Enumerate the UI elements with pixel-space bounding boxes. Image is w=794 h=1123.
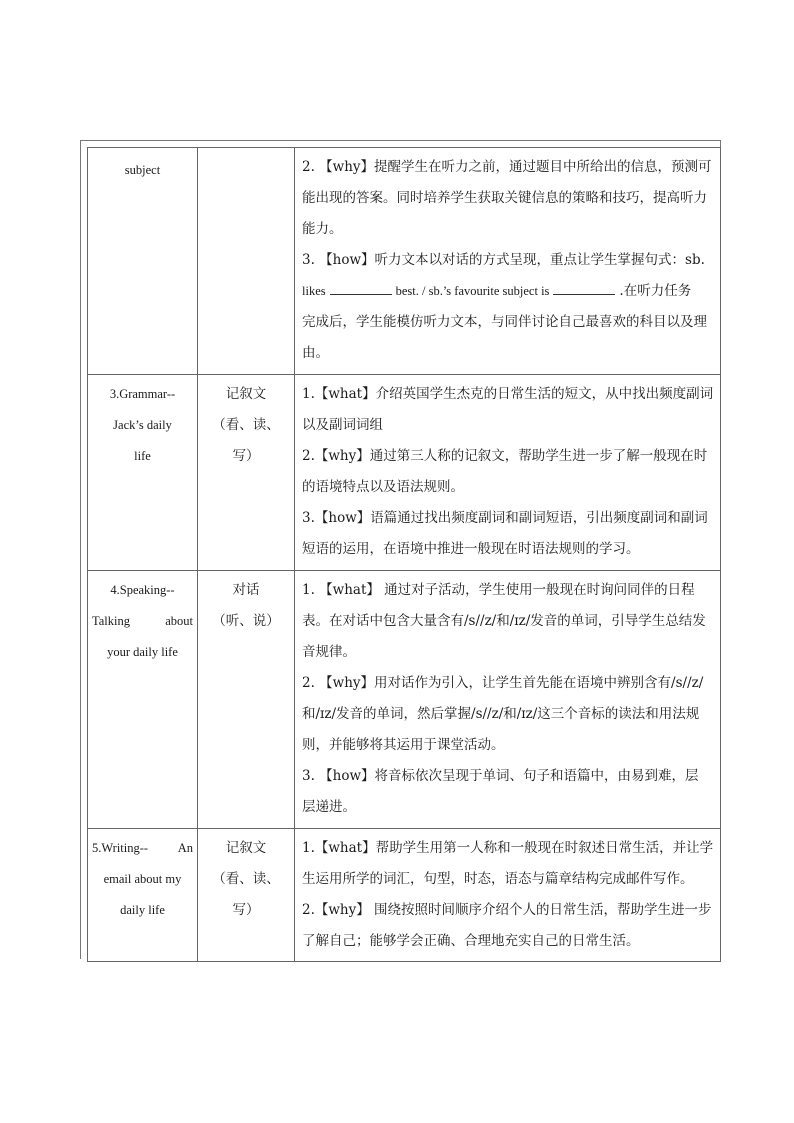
- note-line: 1. 【what】 通过对子活动，学生使用一般现在时询问同伴的日程: [302, 582, 695, 598]
- table-row: [88, 148, 721, 375]
- genre-line: （听、说）: [212, 613, 280, 629]
- module-line: daily life: [120, 903, 165, 917]
- module-cell: [88, 829, 198, 962]
- note-line: 和/ɪz/发音的单词，然后掌握/s//z/和/ɪz/这三个音标的读法和用法规: [302, 706, 700, 722]
- genre-cell: [198, 375, 295, 571]
- note-line: 以及副词词组: [302, 417, 383, 433]
- module-line: Jack’s daily: [113, 418, 172, 432]
- note-line: 2. 【why】提醒学生在听力之前，通过题目中所给出的信息，预测可: [302, 159, 712, 175]
- genre-line: 写）: [232, 902, 260, 918]
- note-line: 完成后，学生能模仿听力文本，与同伴讨论自己最喜欢的科目以及理: [302, 314, 707, 330]
- module-line: 5.Writing-- An: [92, 841, 193, 855]
- genre-line: 写）: [232, 448, 260, 464]
- genre-line: 对话: [232, 582, 260, 598]
- module-cell: [88, 148, 198, 375]
- module-line: 3.Grammar--: [109, 387, 176, 401]
- genre-line: （看、读、: [212, 417, 280, 433]
- note-fragment: .在听力任务: [619, 283, 692, 299]
- note-fragment: likes: [302, 284, 326, 298]
- note-line: 表。在对话中包含大量含有/s//z/和/ɪz/发音的单词，引导学生总结发: [302, 613, 706, 629]
- note-line: 2.【why】通过第三人称的记叙文，帮助学生进一步了解一般现在时: [302, 448, 708, 464]
- note-line-with-blanks: [302, 276, 712, 307]
- note-line: 短语的运用，在语境中推进一般现在时语法规则的学习。: [302, 541, 640, 557]
- genre-cell: [198, 829, 295, 962]
- note-line: 层递进。: [302, 799, 356, 815]
- note-line: 2. 【why】用对话作为引入，让学生首先能在语境中辨别含有/s//z/: [302, 675, 704, 691]
- module-cell: [88, 375, 198, 571]
- notes-cell: [295, 829, 721, 962]
- module-line: your daily life: [107, 645, 178, 659]
- note-line: 音规律。: [302, 644, 356, 660]
- note-line: 生运用所学的词汇，句型，时态，语态与篇章结构完成邮件写作。: [302, 871, 694, 887]
- notes-cell: [295, 571, 721, 829]
- fill-blank: [553, 280, 615, 295]
- notes-cell: [295, 375, 721, 571]
- note-line: 能出现的答案。同时培养学生获取关键信息的策略和技巧，提高听力: [302, 190, 707, 206]
- module-line: life: [134, 449, 151, 463]
- module-line: 4.Speaking--: [110, 583, 175, 597]
- module-line: email about my: [103, 872, 182, 886]
- genre-line: 记叙文: [225, 386, 267, 402]
- note-line: 2.【why】 围绕按照时间顺序介绍个人的日常生活，帮助学生进一步: [302, 902, 712, 918]
- note-line: 由。: [302, 345, 329, 361]
- module-cell: [88, 571, 198, 829]
- note-line: 3. 【how】将音标依次呈现于单词、句子和语篇中，由易到难，层: [302, 768, 699, 784]
- genre-line: 记叙文: [225, 840, 267, 856]
- note-line: 的语境特点以及语法规则。: [302, 479, 464, 495]
- note-line: 了解自己；能够学会正确、合理地充实自己的日常生活。: [302, 933, 640, 949]
- lesson-plan-table: [87, 147, 721, 962]
- note-line: 3.【how】语篇通过找出频度副词和副词短语，引出频度副词和副词: [302, 510, 708, 526]
- note-line: 能力。: [302, 221, 343, 237]
- module-line: Talking about: [92, 614, 193, 628]
- note-line: 1.【what】介绍英国学生杰克的日常生活的短文，从中找出频度副词: [302, 386, 714, 402]
- note-line: 3. 【how】听力文本以对话的方式呈现，重点让学生掌握句式：sb.: [302, 252, 705, 268]
- note-line: 1.【what】帮助学生用第一人称和一般现在时叙述日常生活，并让学: [302, 840, 714, 856]
- table-row: [88, 829, 721, 962]
- table-row: [88, 571, 721, 829]
- genre-line: （看、读、: [212, 871, 280, 887]
- note-line: 则，并能够将其运用于课堂活动。: [302, 737, 505, 753]
- module-line: subject: [124, 163, 161, 177]
- genre-cell: [198, 148, 295, 375]
- note-fragment: best. / sb.’s favourite subject is: [395, 284, 550, 298]
- table-row: [88, 375, 721, 571]
- genre-cell: [198, 571, 295, 829]
- fill-blank: [330, 280, 392, 295]
- notes-cell: [295, 148, 721, 375]
